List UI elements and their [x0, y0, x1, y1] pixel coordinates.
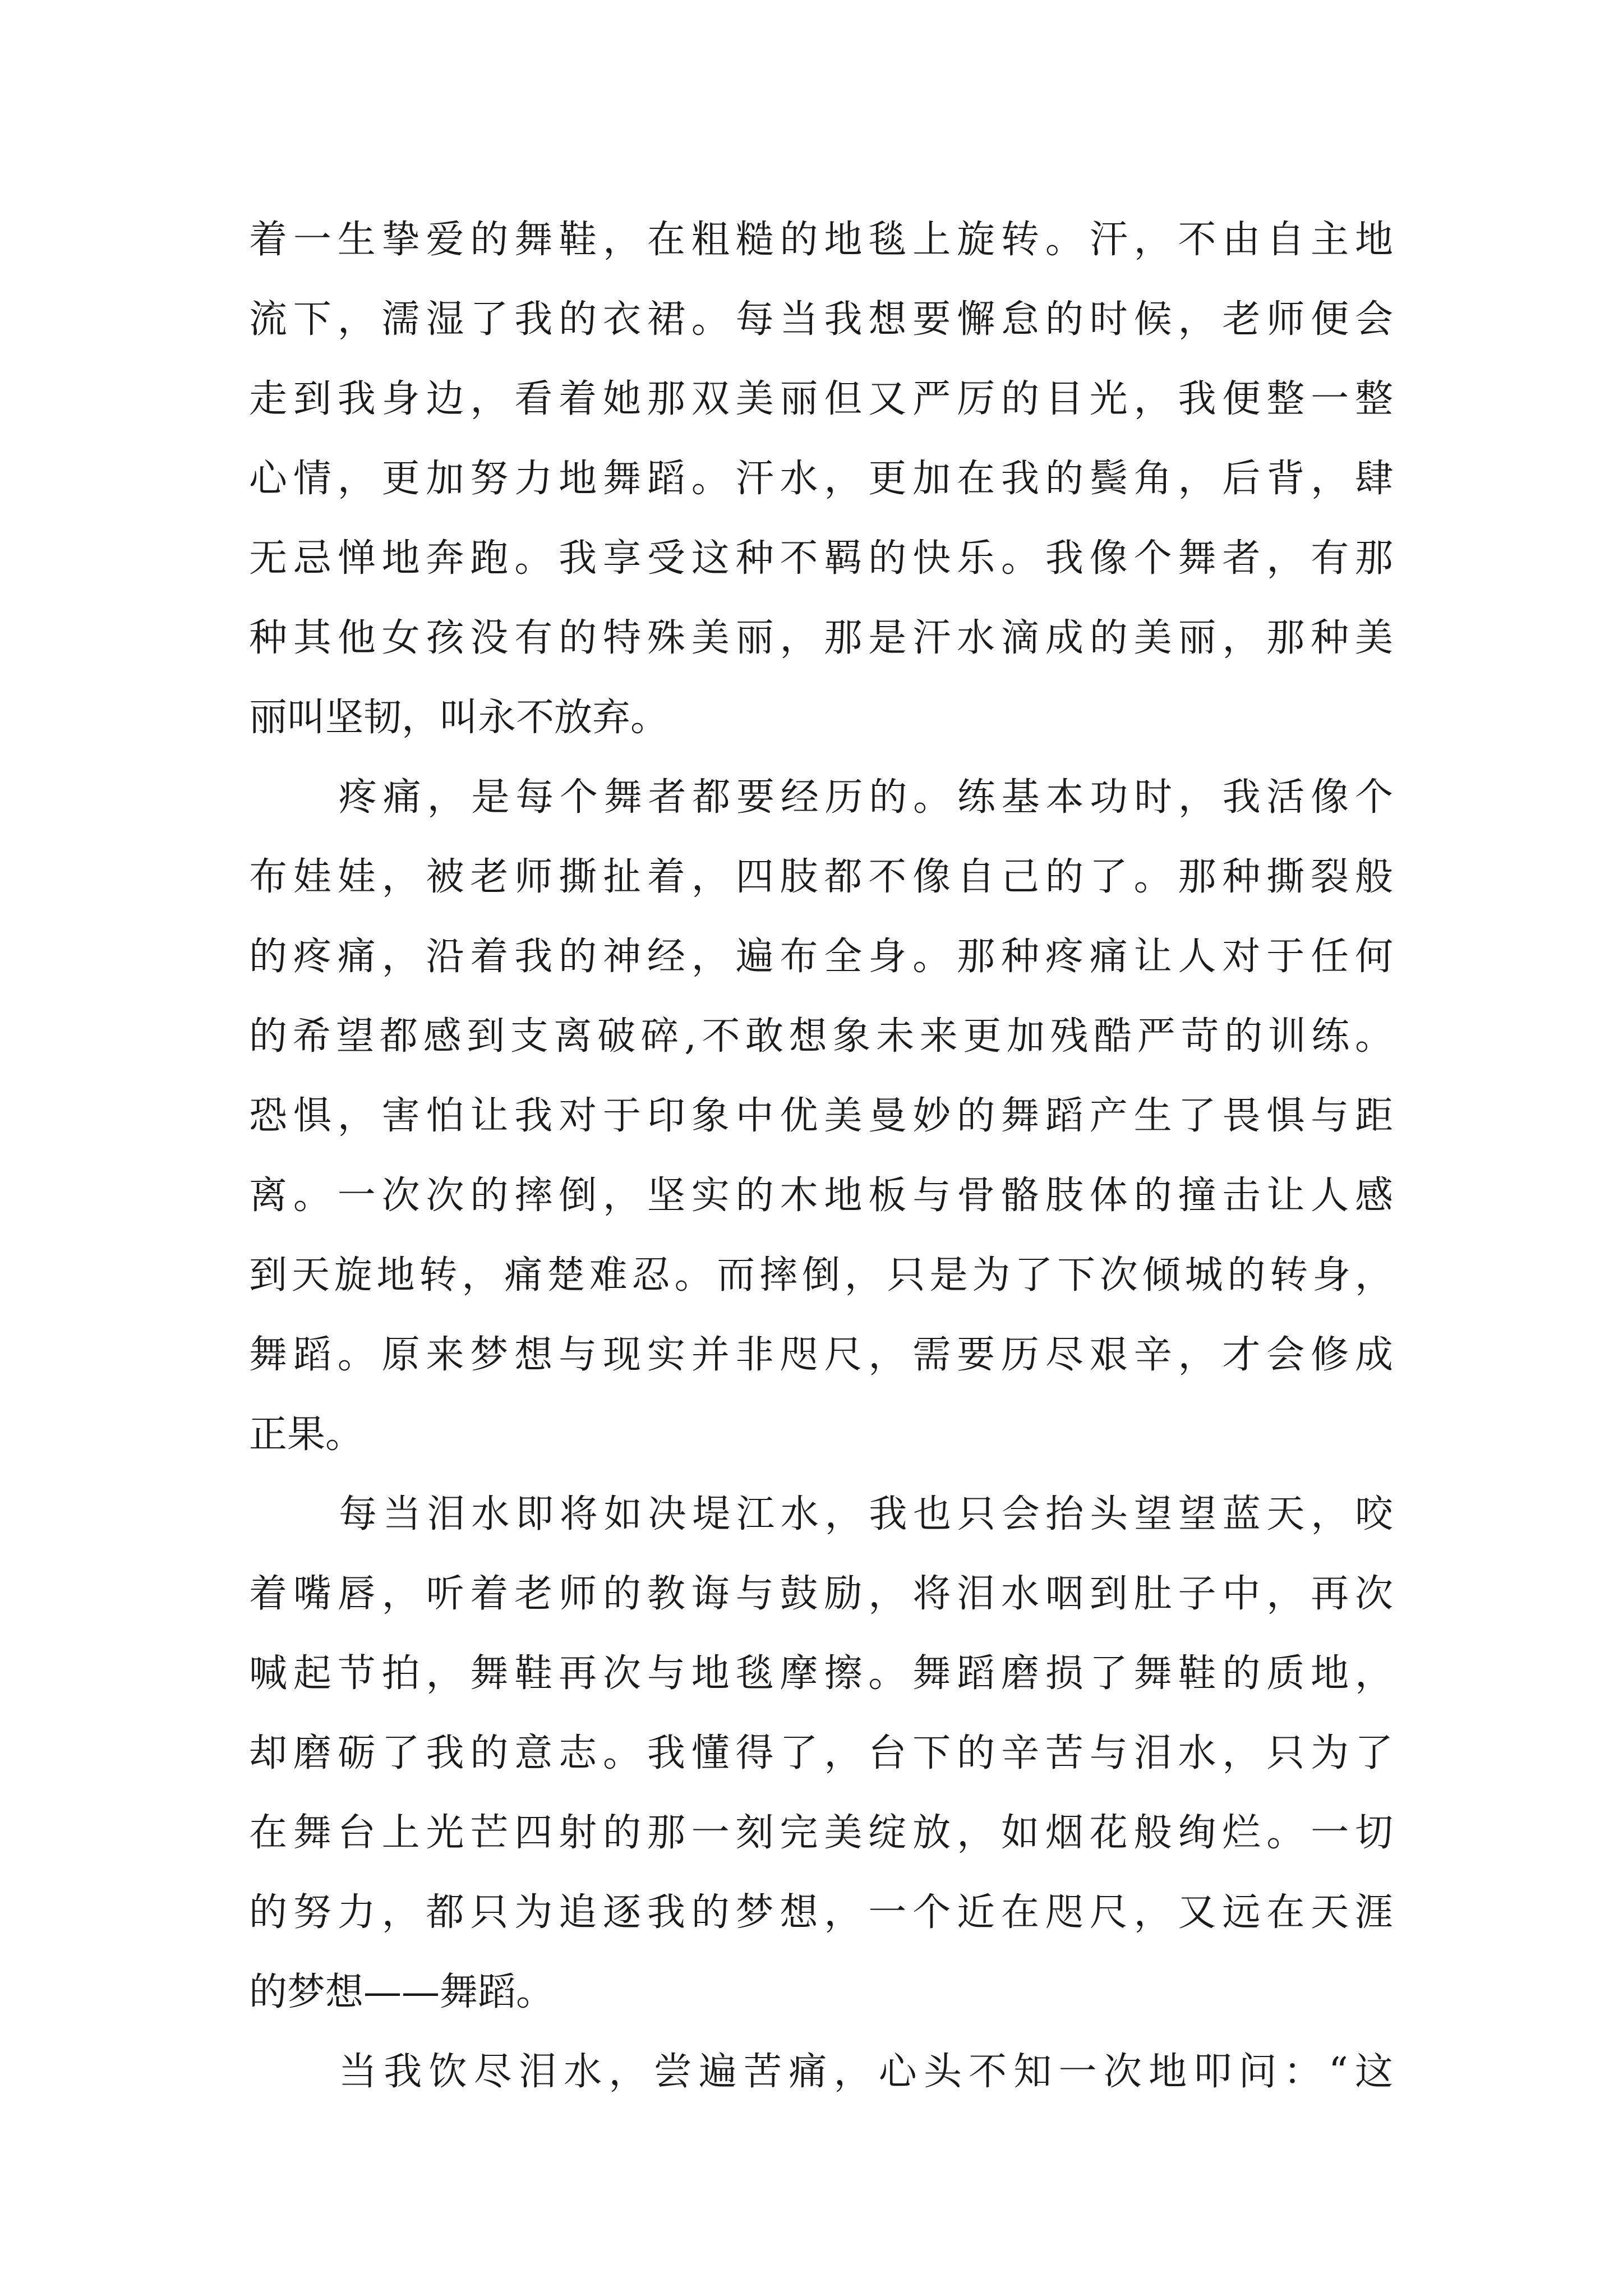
- text-line: 的希望都感到支离破碎,不敢想象未来更加残酷严苛的训练。: [249, 1014, 1393, 1059]
- text-line: 在舞台上光芒四射的那一刻完美绽放，如烟花般绚烂。一切: [249, 1811, 1393, 1855]
- text-line: 正果。: [249, 1412, 364, 1457]
- text-line: 丽叫坚韧，叫永不放弃。: [249, 696, 669, 740]
- paragraph-first-line: 当我饮尽泪水，尝遍苦痛，心头不知一次地叩问：“这: [339, 2050, 1393, 2094]
- text-line: 却磨砺了我的意志。我懂得了，台下的辛苦与泪水，只为了: [249, 1731, 1393, 1775]
- text-line: 喊起节拍，舞鞋再次与地毯摩擦。舞蹈磨损了舞鞋的质地，: [249, 1651, 1393, 1696]
- text-line: 舞蹈。原来梦想与现实并非咫尺，需要历尽艰辛，才会修成: [249, 1333, 1393, 1377]
- text-line: 恐惧，害怕让我对于印象中优美曼妙的舞蹈产生了畏惧与距: [249, 1094, 1393, 1138]
- text-line: 心情，更加努力地舞蹈。汗水，更加在我的鬓角，后背，肆: [249, 457, 1393, 501]
- text-line: 流下，濡湿了我的衣裙。每当我想要懈怠的时候，老师便会: [249, 297, 1393, 342]
- paragraph-first-line: 每当泪水即将如决堤江水，我也只会抬头望望蓝天，咬: [339, 1492, 1393, 1536]
- text-line: 布娃娃，被老师撕扯着，四肢都不像自己的了。那种撕裂般: [249, 855, 1393, 899]
- text-line: 无忌惮地奔跑。我享受这种不羁的快乐。我像个舞者，有那: [249, 536, 1393, 581]
- text-line: 到天旋地转，痛楚难忍。而摔倒，只是为了下次倾城的转身，: [249, 1253, 1393, 1297]
- text-line: 走到我身边，看着她那双美丽但又严厉的目光，我便整一整: [249, 377, 1393, 421]
- text-line: 离。一次次的摔倒，坚实的木地板与骨骼肢体的撞击让人感: [249, 1174, 1393, 1218]
- text-line: 的努力，都只为追逐我的梦想，一个近在咫尺，又远在天涯: [249, 1890, 1393, 1935]
- text-line: 的梦想——舞蹈。: [249, 1970, 555, 2014]
- text-line: 着一生挚爱的舞鞋，在粗糙的地毯上旋转。汗，不由自主地: [249, 218, 1393, 262]
- text-line: 的疼痛，沿着我的神经，遍布全身。那种疼痛让人对于任何: [249, 935, 1393, 979]
- paragraph-first-line: 疼痛，是每个舞者都要经历的。练基本功时，我活像个: [339, 775, 1393, 820]
- text-line: 种其他女孩没有的特殊美丽，那是汗水滴成的美丽，那种美: [249, 616, 1393, 660]
- text-line: 着嘴唇，听着老师的教诲与鼓励，将泪水咽到肚子中，再次: [249, 1572, 1393, 1616]
